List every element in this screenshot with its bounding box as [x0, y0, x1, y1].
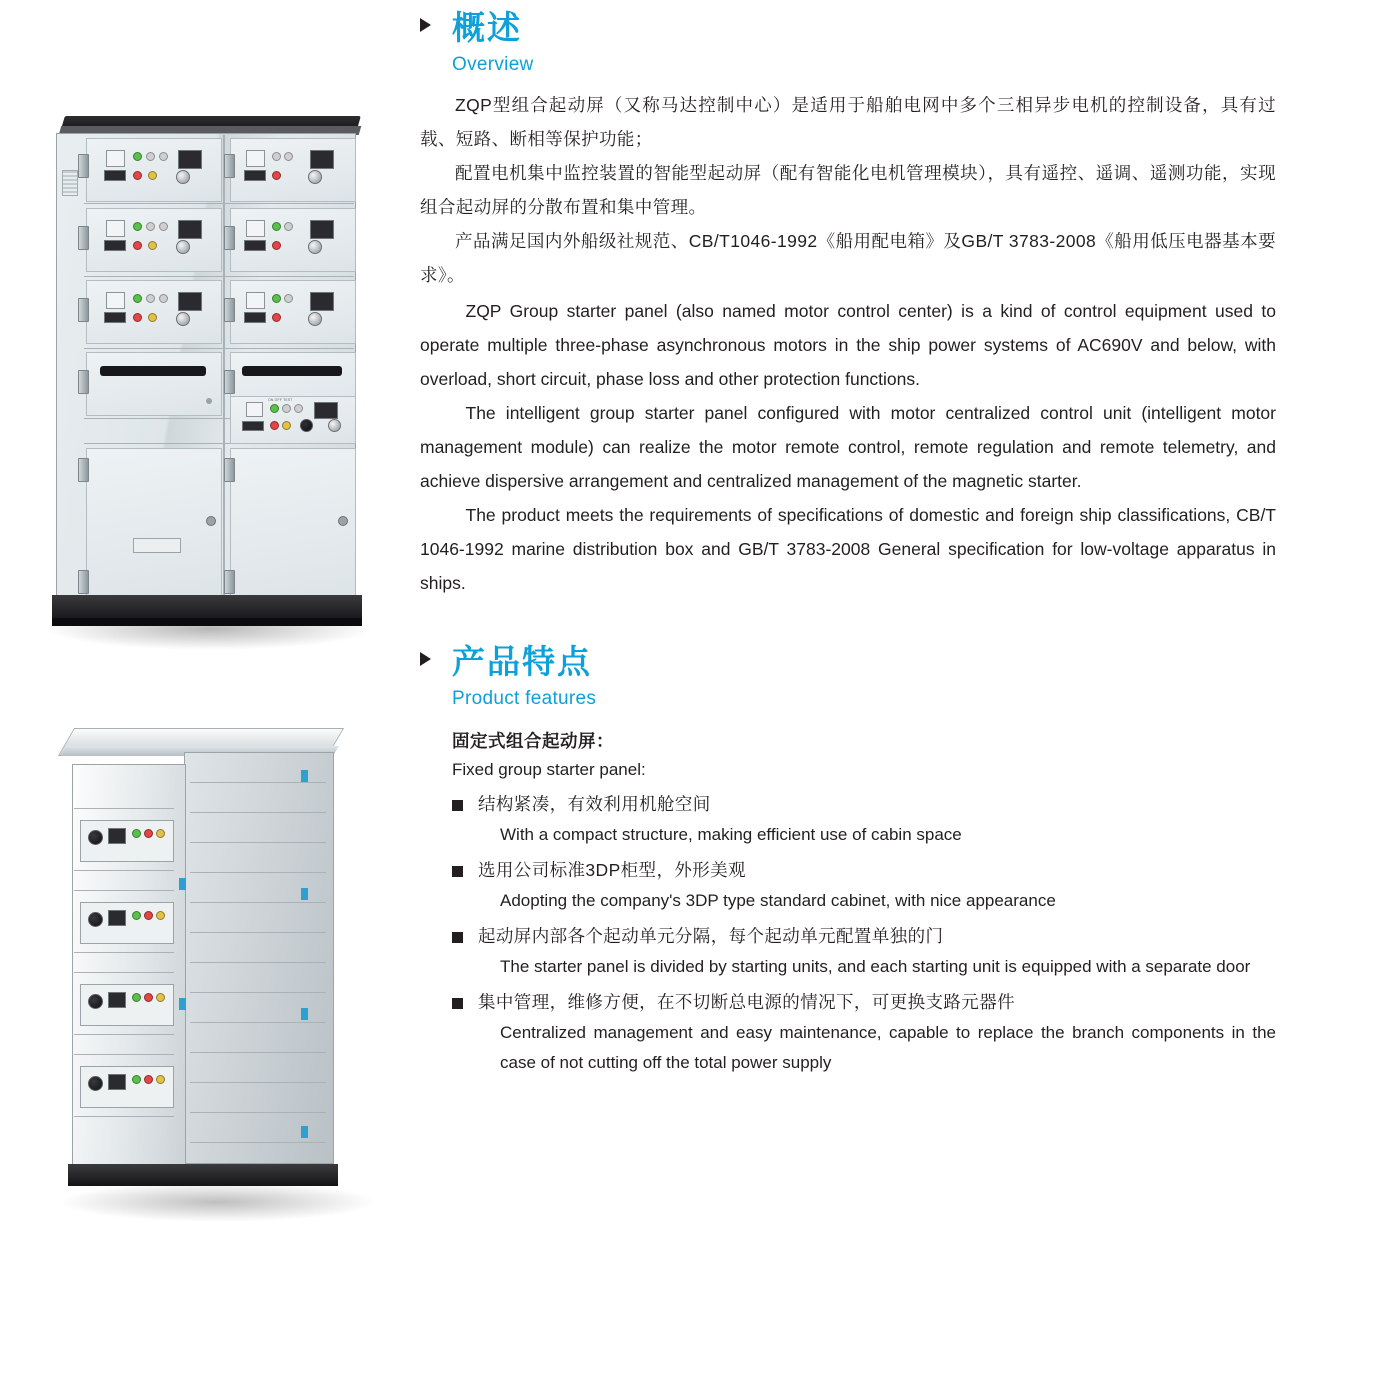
- features-subtitle-en: Fixed group starter panel:: [452, 760, 646, 779]
- section-overview-title-en: Overview: [452, 54, 534, 75]
- section-product-features: [410, 642, 1290, 1078]
- overview-paragraph-cn-2: 配置电机集中监控装置的智能型起动屏（配有智能化电机管理模块），具有遥控、遥调、遥测功能，实现组合起动屏的分散布置和集中管理。: [420, 163, 1276, 217]
- features-list: [452, 788, 1276, 1078]
- section-overview-header: [410, 8, 1290, 78]
- feature-en: With a compact structure, making efficient use of cabin space: [500, 825, 962, 844]
- section-features-header: [410, 642, 1290, 712]
- triangle-right-icon: [420, 652, 431, 666]
- square-bullet-icon: [452, 866, 463, 877]
- feature-cn: 起动屏内部各个起动单元分隔，每个起动单元配置单独的门: [478, 926, 944, 946]
- feature-en: Centralized management and easy maintenance, capable to replace the branch components in the case of not cutting off the total power supply: [500, 1023, 1276, 1072]
- switchboard-angled-view-image: [58, 712, 388, 1232]
- section-overview-body: [410, 88, 1290, 600]
- square-bullet-icon: [452, 800, 463, 811]
- overview-paragraph-cn-1: ZQP型组合起动屏（又称马达控制中心）是适用于船舶电网中多个三相异步电机的控制设备，具有过载、短路、断相等保护功能；: [420, 95, 1276, 149]
- section-overview-title-cn: 概述: [452, 9, 522, 46]
- section-overview: [410, 8, 1290, 600]
- triangle-right-icon: [420, 18, 431, 32]
- feature-en: The starter panel is divided by starting units, and each starting unit is equipped with a separate door: [500, 957, 1251, 976]
- overview-paragraph-en-2: The intelligent group starter panel configured with motor centralized control unit (intelligent motor management module) can realize the motor remote control, remote regulation and remote telemetry, and achieve dispersive arrangement and centralized management of the magnetic starter.: [420, 403, 1276, 491]
- feature-cn: 结构紧凑，有效利用机舱空间: [478, 794, 711, 814]
- list-item: [452, 986, 1276, 1078]
- section-features-title-cn: 产品特点: [452, 643, 592, 680]
- switchboard-front-view-image: ON OFF TEST: [38, 108, 378, 653]
- feature-cn: 选用公司标准3DP柜型，外形美观: [478, 860, 746, 880]
- overview-paragraph-cn-3: 产品满足国内外船级社规范、CB/T1046-1992《船用配电箱》及GB/T 3783-2008《船用低压电器基本要求》。: [420, 231, 1276, 285]
- square-bullet-icon: [452, 932, 463, 943]
- feature-cn: 集中管理，维修方便，在不切断总电源的情况下，可更换支路元器件: [478, 992, 1015, 1012]
- section-features-title-en: Product features: [452, 688, 597, 709]
- figure-column: [0, 0, 400, 1379]
- list-item: [452, 920, 1276, 982]
- square-bullet-icon: [452, 998, 463, 1009]
- overview-paragraph-en-1: ZQP Group starter panel (also named motor control center) is a kind of control equipment used to operate multiple three-phase asynchronous motors in the ship power systems of AC690V and below, with overload, short circuit, phase loss and other protection functions.: [420, 301, 1276, 389]
- section-features-body: [410, 726, 1290, 1078]
- content-column: [410, 0, 1290, 1078]
- feature-en: Adopting the company's 3DP type standard cabinet, with nice appearance: [500, 891, 1056, 910]
- list-item: [452, 854, 1276, 916]
- list-item: [452, 788, 1276, 850]
- overview-paragraph-en-3: The product meets the requirements of specifications of domestic and foreign ship classifications, CB/T 1046-1992 marine distribution box and GB/T 3783-2008 General specification for low-voltage apparatus in ships.: [420, 505, 1276, 593]
- features-subtitle-cn: 固定式组合起动屏：: [452, 731, 614, 751]
